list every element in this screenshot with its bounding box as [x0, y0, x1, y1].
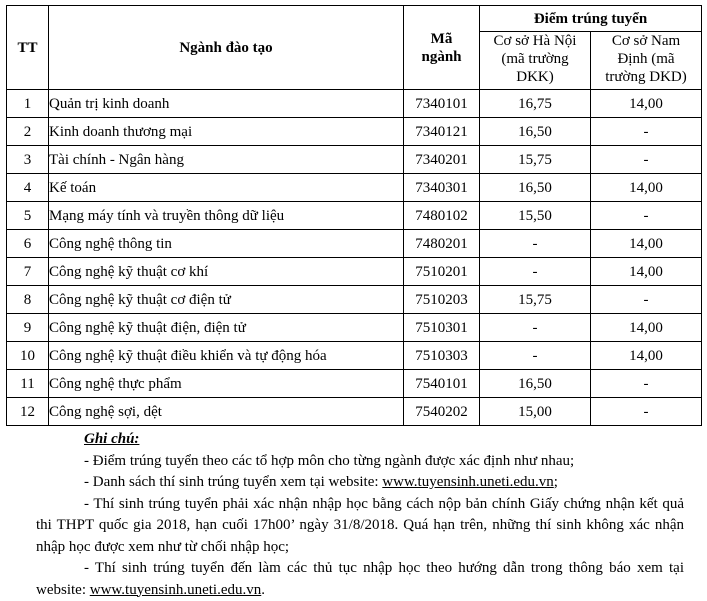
row-tt: 9 — [7, 314, 49, 342]
row-program-name: Công nghệ thực phẩm — [49, 370, 404, 398]
row-program-code: 7340301 — [404, 174, 480, 202]
row-tt: 5 — [7, 202, 49, 230]
row-program-name: Công nghệ kỹ thuật cơ khí — [49, 258, 404, 286]
row-tt: 12 — [7, 398, 49, 426]
table-row — [7, 118, 702, 146]
row-score-hanoi: 15,50 — [480, 202, 591, 230]
row-program-name: Công nghệ kỹ thuật cơ điện tử — [49, 286, 404, 314]
row-score-namdinh: 14,00 — [591, 90, 702, 118]
header-program: Ngành đào tạo — [49, 6, 404, 90]
table-row — [7, 174, 702, 202]
header-hanoi-line3: DKK) — [516, 69, 554, 85]
table-row — [7, 314, 702, 342]
row-score-hanoi: 15,75 — [480, 146, 591, 174]
row-score-namdinh: 14,00 — [591, 342, 702, 370]
row-score-namdinh: - — [591, 370, 702, 398]
row-program-code: 7510201 — [404, 258, 480, 286]
row-score-namdinh: 14,00 — [591, 174, 702, 202]
note-item — [36, 558, 684, 601]
row-score-hanoi: - — [480, 314, 591, 342]
header-code-line1: Mã — [430, 30, 453, 47]
row-score-hanoi: 16,50 — [480, 174, 591, 202]
table-row — [7, 90, 702, 118]
row-program-code: 7340201 — [404, 146, 480, 174]
row-program-name: Mạng máy tính và truyền thông dữ liệu — [49, 202, 404, 230]
row-score-hanoi: - — [480, 258, 591, 286]
website-link[interactable]: www.tuyensinh.uneti.edu.vn — [89, 581, 262, 598]
row-program-code: 7510301 — [404, 314, 480, 342]
row-score-hanoi: 15,00 — [480, 398, 591, 426]
row-score-namdinh: - — [591, 118, 702, 146]
website-link[interactable]: www.tuyensinh.uneti.edu.vn — [382, 474, 554, 490]
row-tt: 10 — [7, 342, 49, 370]
header-code — [404, 6, 480, 90]
header-score-group: Điểm trúng tuyển — [480, 6, 702, 32]
row-score-hanoi: 16,75 — [480, 90, 591, 118]
notes-title: Ghi chú: — [84, 431, 140, 447]
row-tt: 7 — [7, 258, 49, 286]
note-item: - Điểm trúng tuyển theo các tổ hợp môn cho từng ngành được xác định như nhau; — [84, 452, 575, 469]
row-score-hanoi: 15,75 — [480, 286, 591, 314]
row-program-name: Kinh doanh thương mại — [49, 118, 404, 146]
row-score-namdinh: - — [591, 202, 702, 230]
row-score-hanoi: 16,50 — [480, 370, 591, 398]
note-text: . — [261, 581, 266, 598]
header-namdinh-line2: Định (mã — [617, 51, 675, 67]
note-text: ; — [553, 474, 558, 490]
row-tt: 1 — [7, 90, 49, 118]
header-namdinh-line1: Cơ sở Nam — [611, 33, 681, 49]
row-tt: 2 — [7, 118, 49, 146]
table-row — [7, 286, 702, 314]
row-tt: 8 — [7, 286, 49, 314]
row-program-code: 7540202 — [404, 398, 480, 426]
row-score-namdinh: - — [591, 286, 702, 314]
row-score-namdinh: 14,00 — [591, 314, 702, 342]
row-score-namdinh: 14,00 — [591, 230, 702, 258]
row-program-code: 7510203 — [404, 286, 480, 314]
row-tt: 6 — [7, 230, 49, 258]
table-row — [7, 370, 702, 398]
row-program-code: 7340101 — [404, 90, 480, 118]
header-hanoi-line1: Cơ sở Hà Nội — [493, 33, 577, 49]
row-program-name: Công nghệ kỹ thuật điều khiển và tự động hóa — [49, 342, 404, 370]
row-program-name: Công nghệ thông tin — [49, 230, 404, 258]
row-score-hanoi: 16,50 — [480, 118, 591, 146]
row-program-code: 7540101 — [404, 370, 480, 398]
row-tt: 4 — [7, 174, 49, 202]
notes-section — [36, 429, 684, 601]
row-score-namdinh: 14,00 — [591, 258, 702, 286]
header-hanoi — [480, 32, 591, 90]
row-program-name: Quản trị kinh doanh — [49, 90, 404, 118]
row-tt: 3 — [7, 146, 49, 174]
row-score-namdinh: - — [591, 146, 702, 174]
note-item — [36, 472, 684, 494]
row-program-code: 7480102 — [404, 202, 480, 230]
row-score-hanoi: - — [480, 230, 591, 258]
row-program-name: Kế toán — [49, 174, 404, 202]
header-hanoi-line2: (mã trường — [501, 51, 569, 67]
header-namdinh — [591, 32, 702, 90]
header-code-line2: ngành — [421, 48, 462, 65]
table-row — [7, 258, 702, 286]
row-program-name: Công nghệ sợi, dệt — [49, 398, 404, 426]
row-program-code: 7340121 — [404, 118, 480, 146]
row-score-hanoi: - — [480, 342, 591, 370]
table-row — [7, 202, 702, 230]
row-score-namdinh: - — [591, 398, 702, 426]
row-program-name: Công nghệ kỹ thuật điện, điện tử — [49, 314, 404, 342]
table-row — [7, 146, 702, 174]
row-program-code: 7480201 — [404, 230, 480, 258]
row-tt: 11 — [7, 370, 49, 398]
table-row — [7, 398, 702, 426]
row-program-code: 7510303 — [404, 342, 480, 370]
table-row — [7, 230, 702, 258]
admission-score-table — [6, 5, 702, 426]
note-text: - Thí sinh trúng tuyển đến làm các thủ tục nhập học theo hướng dẫn trong thông báo xem tại website: — [36, 560, 684, 598]
note-item: - Thí sinh trúng tuyển phải xác nhận nhập học bằng cách nộp bản chính Giấy chứng nhận kết quả thi THPT quốc gia 2018, hạn cuối 17h00’ ngày 31/8/2018. Quá hạn trên, những thí sinh không xác nhận nhập học được xem như từ chối nhập học; — [36, 495, 684, 555]
note-text: - Danh sách thí sinh trúng tuyển xem tại website: — [84, 474, 383, 490]
header-tt: TT — [7, 6, 49, 90]
header-namdinh-line3: trường DKD) — [605, 69, 687, 85]
row-program-name: Tài chính - Ngân hàng — [49, 146, 404, 174]
table-row — [7, 342, 702, 370]
